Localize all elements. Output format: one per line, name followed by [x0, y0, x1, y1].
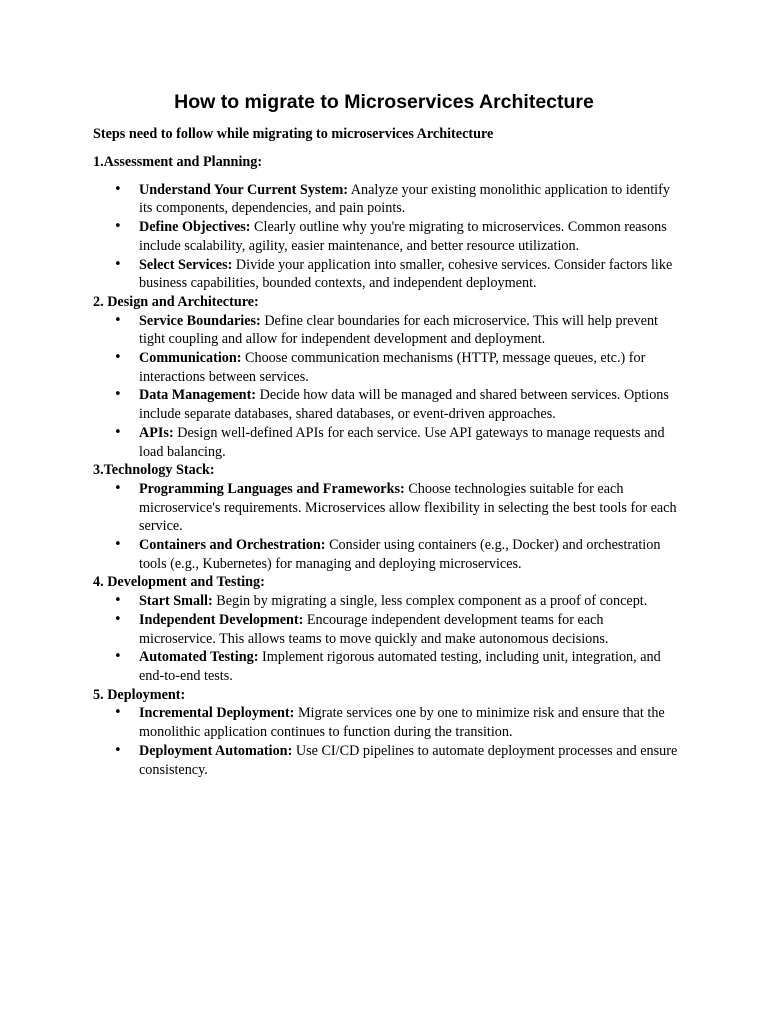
- list-item: [93, 592, 683, 611]
- list-item-text: Migrate services one by one to minimize risk and ensure that the monolithic application continues to function during the transition.: [139, 705, 665, 741]
- list-item: [93, 611, 683, 648]
- section-list-design: [93, 312, 683, 462]
- list-item-term: APIs:: [139, 424, 174, 441]
- section-heading-development: 4. Development and Testing:: [93, 574, 265, 591]
- list-item-term: Understand Your Current System:: [139, 181, 349, 198]
- list-item-term: Containers and Orchestration:: [139, 537, 326, 554]
- list-item-text: Analyze your existing monolithic application to identify its components, dependencies, and pain points.: [139, 181, 670, 217]
- document-body: [93, 153, 683, 779]
- document-subtitle: Steps need to follow while migrating to microservices Architecture: [93, 126, 494, 142]
- list-item-term: Data Management:: [139, 387, 257, 404]
- section-list-assessment: [93, 181, 683, 293]
- list-item-term: Incremental Deployment:: [139, 705, 295, 722]
- list-item: [93, 742, 683, 779]
- list-item: [93, 648, 683, 685]
- list-item: [93, 256, 683, 293]
- list-item-term: Programming Languages and Frameworks:: [139, 480, 405, 497]
- list-item-text: Encourage independent development teams for each microservice. This allows teams to move quickly and make autonomous decisions.: [139, 611, 609, 647]
- section-list-technology: [93, 480, 683, 574]
- list-item: [93, 536, 683, 573]
- list-item: [93, 349, 683, 386]
- section-heading-assessment: 1.Assessment and Planning:: [93, 154, 263, 170]
- list-item: [93, 312, 683, 349]
- section-list-development: [93, 592, 683, 686]
- list-item-term: Define Objectives:: [139, 219, 251, 236]
- section-heading-design: 2. Design and Architecture:: [93, 293, 259, 310]
- list-item-text: Clearly outline why you're migrating to microservices. Common reasons include scalability, agility, easier maintenance, and better resource utilization.: [139, 219, 667, 254]
- list-item-text: Define clear boundaries for each microservice. This will help prevent tight coupling and allow for independent development and deployment.: [139, 312, 658, 348]
- list-item-term: Service Boundaries:: [139, 312, 261, 329]
- list-item-term: Deployment Automation:: [139, 742, 293, 759]
- section-heading-technology: 3.Technology Stack:: [93, 462, 215, 479]
- list-item-text: Use CI/CD pipelines to automate deployment processes and ensure consistency.: [139, 742, 678, 778]
- list-item-term: Automated Testing:: [139, 649, 259, 666]
- list-item-text: Implement rigorous automated testing, including unit, integration, and end-to-end tests.: [139, 649, 661, 684]
- document-title: How to migrate to Microservices Architecture: [174, 91, 594, 113]
- list-item-term: Communication:: [139, 350, 242, 367]
- list-item-term: Select Services:: [139, 256, 233, 273]
- list-item-text: Consider using containers (e.g., Docker) and orchestration tools (e.g., Kubernetes) for managing and deploying microservices.: [139, 537, 661, 572]
- list-item-term: Start Small:: [139, 593, 213, 610]
- list-item-text: Choose technologies suitable for each microservice's requirements. Microservices allow flexibility in selecting the best tools for each service.: [139, 480, 677, 535]
- list-item: [93, 424, 683, 461]
- list-item-term: Independent Development:: [139, 611, 304, 628]
- list-item-text: Choose communication mechanisms (HTTP, message queues, etc.) for interactions between services.: [139, 350, 646, 385]
- list-item-text: Decide how data will be managed and shared between services. Options include separate databases, shared databases, or event-driven approaches.: [139, 387, 669, 423]
- section-heading-deployment: 5. Deployment:: [93, 686, 186, 703]
- list-item-text: Begin by migrating a single, less complex component as a proof of concept.: [212, 593, 648, 610]
- list-item-text: Divide your application into smaller, cohesive services. Consider factors like business capabilities, bounded contexts, and independent deployment.: [139, 256, 673, 292]
- list-item: [93, 181, 683, 218]
- section-list-deployment: [93, 704, 683, 779]
- list-item: [93, 704, 683, 741]
- list-item: [93, 480, 683, 536]
- list-item: [93, 218, 683, 255]
- list-item-text: Design well-defined APIs for each service. Use API gateways to manage requests and load balancing.: [139, 424, 665, 460]
- list-item: [93, 386, 683, 423]
